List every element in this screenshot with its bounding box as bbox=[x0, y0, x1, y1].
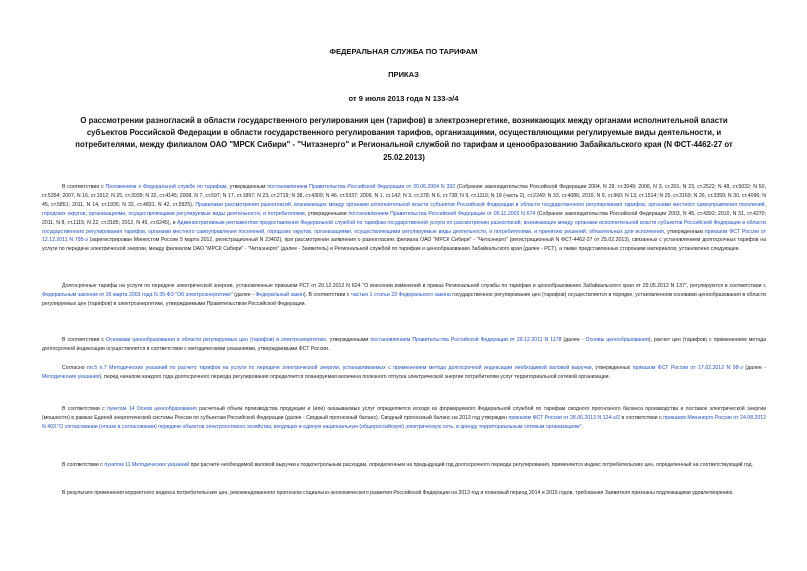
link-government-decree-674[interactable]: постановлением Правительства Российской Федерации от 05.11.2003 N 674 bbox=[348, 210, 536, 217]
text: , утвержденным bbox=[226, 184, 268, 190]
text: в соответствии с bbox=[620, 414, 664, 421]
text: В соответствии с bbox=[62, 184, 106, 190]
link-methodical-instructions-item-11[interactable]: пунктом 11 Методических указаний bbox=[104, 462, 190, 468]
paragraph-4 bbox=[42, 364, 766, 382]
link-pricing-basics-item-14[interactable]: пунктом 14 Основ ценообразования bbox=[107, 406, 197, 412]
text: , утвержденными bbox=[326, 337, 371, 343]
text: В соответствии с bbox=[62, 406, 108, 412]
text: (далее - bbox=[742, 365, 767, 371]
link-administrative-regulation[interactable]: Административным регламентом предоставления Федеральной службой по тарифам государственной услуги по рассмотрению разногласий, возникающих между органами исполнительной власти субъектов Российской Федерации в области государственного регулирования тарифов, органами местного самоуправления поселений, городских округов, организациями, осуществляющими регулируемые виды деятельности, и потребителями, и принятию решений, обязательных для исполнения bbox=[42, 219, 766, 235]
link-fst-order-98[interactable]: приказом ФСТ России от 17.02.2012 N 98-э bbox=[632, 365, 743, 371]
text: , утвержденных bbox=[591, 365, 633, 371]
link-fst-order-124[interactable]: приказом ФСТ России от 28.06.2013 N 124-э/2 bbox=[508, 414, 621, 421]
text: (далее - bbox=[232, 291, 256, 298]
text: Долгосрочные тарифы на услуги по передаче электрической энергии, установленные приказом РСТ от 20.12.2012 N 624 "О внесении изменений в приказ Региональной службы по тарифам и ценообразованию Забайкальского края от 29.05.2012 N 137", регулируются в соответствии с bbox=[62, 283, 766, 289]
text: при расчете необходимой валовой выручки к подконтрольным расходам, определенным на предыдущий год долгосрочного периода регулирования, применяется индекс потребительских цен, определенный на соответствующий год. bbox=[189, 462, 754, 468]
text: (зарегистрирован Минюстом России 5 марта 2012, регистрационный N 23402), при рассмотрении заявления о разногласиях филиала ОАО "МРСК Сибири" - "Читаэнерго" (регистрационный N ФСТ-4462-27 от 25.02.2013), связанных с установлением долгосрочных тарифов на услуги по передаче электрической энергии, между филиалом ОАО "МРСК Сибири" - "Читаэнерго" (далее - Заявитель) и Региональной службой по тарифам и ценообразованию Забайкальского края (далее - РСТ), а также представленных сторонами материалов, установлено следующее. bbox=[42, 237, 766, 253]
text: В результате применения корректного индекса потребительских цен, рекомендованного прогнозом социально-экономического развития Российской Федерации на 2013 год и плановый период 2014 и 2015 годов, требования Заявителя признаны подлежащими удовлетворению. bbox=[62, 490, 734, 496]
link-disagreement-rules[interactable]: Правилами рассмотрения разногласий, возникающих между органами исполнительной власти субъектов Российской Федерации в области государственного регулирования тарифов, органами местного самоуправления поселений, городских округов, организациями, осуществляющими регулируемые виды деятельности, и потребителями bbox=[42, 201, 766, 217]
text: (Собрание законодательства Российской Федерации 2003, N 45, ст.4392; 2010, N 31, ст.4270; 2011, N 8, ст.1115; N 22, ст.3185; 2012, N 45, ст.6245), и bbox=[42, 210, 766, 226]
link-methodical-instructions-item[interactable]: пп.5 п.7 Методических указаний по расчету тарифов на услуги по передаче электрической энергии, устанавливаемых с применением метода долгосрочной индексации необходимой валовой выручки bbox=[87, 365, 592, 371]
link-government-decree-1178[interactable]: постановлением Правительства Российской Федерации от 29.12.2011 N 1178 bbox=[370, 337, 562, 343]
document-date: от 9 июля 2013 года N 133-э/4 bbox=[348, 94, 459, 103]
text: (далее - bbox=[561, 337, 586, 343]
link-federal-law[interactable]: Федеральный закон bbox=[255, 291, 304, 298]
document-title: О рассмотрении разногласий в области государственного регулирования цен (тарифов) в электроэнергетике, возникающих между органами исполнительной власти субъектов Российской Федерации в области государственного регулирования тарифов, организациями, осуществляющими регулируемые виды деятельности, и потребителями, между филиалом ОАО "МРСК Сибири" - "Читаэнерго" и Региональной службой по тарифам и ценообразованию Забайкальского края (N ФСТ-4462-27 от 25.02.2013) bbox=[75, 116, 733, 162]
text: , утвержденными bbox=[304, 210, 349, 217]
text: расчетный объем производства продукции и (или) оказываемых услуг определяется исходя из формируемого Федеральной службой по тарифам сводного прогнозного баланса производства и поставок электрической энергии (мощности) в рамках Единой энергетической системы России по субъектам Российской Федерации (далее - Сводный прогнозный баланс). Сводный прогнозный баланс на 2013 год утвержден bbox=[42, 406, 766, 421]
paragraph-2 bbox=[42, 282, 766, 309]
link-methodical-instructions[interactable]: Методические указания bbox=[42, 373, 100, 380]
paragraph-5 bbox=[42, 405, 766, 432]
text: ), перед началом каждого года долгосрочного периода регулирования определяется планируемая величина полезного отпуска электрической энергии потребителям услуг территориальной сетевой организации. bbox=[99, 373, 611, 380]
text: ). В соответствии с bbox=[303, 291, 352, 298]
text: В соответствии с bbox=[62, 462, 105, 468]
link-article-23[interactable]: частью 1 статьи 23 Федерального закона bbox=[351, 291, 451, 298]
text: , утвержденным bbox=[663, 228, 705, 235]
link-federal-law-35fz[interactable]: Федеральным законом от 26 марта 2003 года N 35-ФЗ "Об электроэнергетике" bbox=[42, 291, 233, 298]
text: (Собрание законодательства Российской Федерации 2004, N 29, ст.3049; 2006, N 3, ст.301; N 23, ст.2522; N 48, ст.5032; N 50, ст.5354; 2007, N 16, ст.1912; N 25, ст.3039; N 32, ст.4145; 2008, N 7, ст.597; N 17, ст.1897; N 23, ст.2719; N 38, ст.4309; N 46, ст.5337; 2009, N 1, ст.142; N 3, ст.378; N 6, ст.738; N 9, ст.1119; N 18 (часть 2), ст.2249; N 33, ст.4086; 2010, N 9, ст.960; N 13, ст.1514; N 25, ст.3169; N 26, ст.3350; N 30, ст.4096; N 45, ст.5851; 2011, N 14, ст.1935; N 32, ст.4831, N 42, ст.5925), bbox=[42, 184, 767, 208]
text: ), расчет цен (тарифов) с применением метода долгосрочной индексации осуществляется в соответствии с методическими указаниями, утверждаемыми ФСТ России. bbox=[42, 337, 767, 352]
link-pricing-basics-short[interactable]: Основы ценообразования bbox=[585, 337, 649, 343]
document-kind: ПРИКАЗ bbox=[388, 70, 419, 79]
paragraph-6 bbox=[42, 461, 766, 470]
paragraph-7 bbox=[42, 489, 766, 498]
agency-name: ФЕДЕРАЛЬНАЯ СЛУЖБА ПО ТАРИФАМ bbox=[329, 47, 478, 56]
text: Согласно bbox=[62, 365, 88, 371]
text: . bbox=[581, 423, 583, 430]
paragraph-3 bbox=[42, 336, 766, 354]
link-government-decree-332[interactable]: постановлением Правительства Российской Федерации от 30.06.2004 N 332 bbox=[267, 184, 456, 190]
link-fst-order-795[interactable]: приказом ФСТ России от 12.12.2011 N 795-э bbox=[42, 228, 766, 244]
text: В соответствии с bbox=[62, 337, 106, 343]
paragraph-1 bbox=[42, 183, 766, 254]
link-fst-regulation[interactable]: Положением о Федеральной службе по тарифам bbox=[105, 184, 227, 190]
link-minenergo-order-403[interactable]: приказом Минэнерго России от 24.08.2012 N 403 "О согласовании (отказе в согласовании) передачи объектов электросетевого хозяйства, входящих в единую национальную (общероссийскую) электрическую сеть, в аренду территориальным сетевым организациям" bbox=[42, 414, 767, 430]
text: государственное регулирование цен (тарифов) осуществляется в порядке, установленном основами ценообразования в области регулируемых цен (тарифов) в электроэнергетике, утверждаемыми Правительством Российской Федерации. bbox=[42, 291, 766, 307]
link-pricing-basics[interactable]: Основами ценообразования в области регулируемых цен (тарифов) в электроэнергетике bbox=[105, 337, 327, 343]
